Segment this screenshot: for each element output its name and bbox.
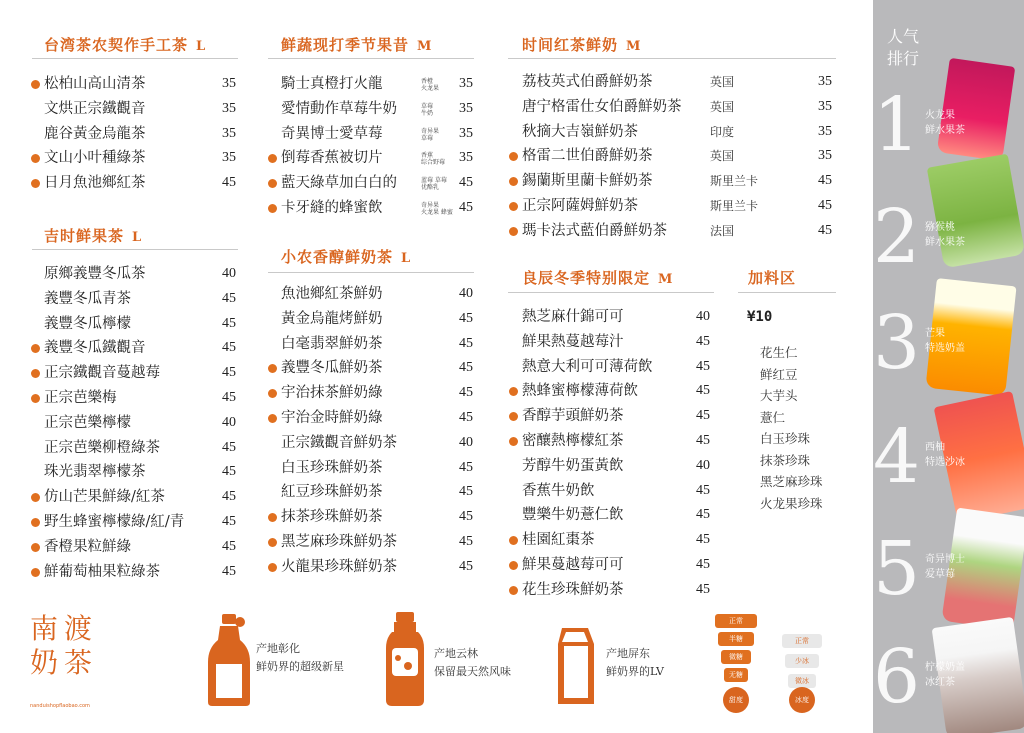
menu-item-price: 45 — [222, 340, 236, 356]
menu-item-price: 35 — [459, 125, 473, 141]
toppings-price: ¥10 — [747, 309, 773, 325]
menu-item-price: 40 — [222, 266, 236, 281]
menu-item-price: 45 — [696, 556, 710, 572]
section-title-liangchen: 良辰冬季特别限定 M — [522, 269, 674, 287]
menu-item — [281, 72, 473, 97]
rank-drink-name: 奇异博士 爱草莓 — [925, 554, 965, 580]
menu-list-shijian — [522, 70, 832, 244]
menu-item-ingredients: 香橙 火龙果 — [421, 78, 440, 92]
menu-item — [281, 356, 473, 381]
menu-list-jishi — [44, 262, 236, 584]
menu-item-name: 密釀熱檸檬紅茶 — [522, 432, 624, 449]
rank-number: 4 — [873, 414, 921, 500]
recommended-icon — [268, 414, 277, 423]
section-title-shijian: 时间红茶鲜奶 M — [522, 36, 642, 54]
recommended-icon — [509, 202, 518, 211]
menu-item-price: 45 — [222, 464, 236, 480]
menu-item-ingredients: 蓝莓 草莓 优酪乳 — [421, 177, 447, 192]
menu-item — [44, 287, 236, 312]
menu-item-price: 45 — [459, 509, 473, 525]
sugar-level: 微糖 — [721, 650, 751, 664]
menu-item — [522, 95, 832, 120]
menu-item-price: 35 — [459, 76, 473, 91]
menu-item — [522, 305, 710, 330]
topping-item: 抹茶珍珠 — [760, 452, 811, 468]
menu-item-price: 40 — [696, 457, 710, 473]
menu-item — [281, 456, 473, 481]
menu-item — [522, 479, 710, 504]
menu-item-name: 錫蘭斯里蘭卡鮮奶茶 — [522, 173, 653, 190]
menu-item — [281, 381, 473, 406]
recommended-icon — [509, 177, 518, 186]
menu-item — [522, 429, 710, 454]
topping-item: 花生仁 — [760, 345, 798, 360]
recommended-icon — [31, 568, 40, 577]
menu-item-price: 45 — [459, 558, 473, 574]
menu-item-name: 唐宁格雷仕女伯爵鮮奶茶 — [522, 98, 682, 115]
menu-item-ingredients: 奇异果 草莓 — [421, 127, 440, 142]
menu-item-name: 白毫翡翠鮮奶茶 — [281, 335, 383, 352]
menu-item — [522, 503, 710, 528]
menu-item-name: 宇治金時鮮奶綠 — [281, 409, 383, 426]
menu-item-name: 野生蜂蜜檸檬綠/紅/青 — [44, 513, 185, 530]
menu-item-name: 騎士真橙打火龍 — [281, 76, 383, 92]
menu-item-name: 正宗鐵觀音鮮奶茶 — [281, 434, 397, 451]
recommended-icon — [31, 518, 40, 527]
divider — [32, 249, 238, 250]
recommended-icon — [31, 543, 40, 552]
menu-item-price: 35 — [818, 123, 832, 139]
menu-item-price: 45 — [696, 333, 710, 349]
section-title-fresh: 鲜蔬现打季节果昔 M — [281, 36, 433, 54]
menu-item-name: 正宗芭樂檸檬 — [44, 414, 131, 431]
topping-item: 白玉珍珠 — [760, 431, 811, 446]
menu-item-price: 35 — [222, 150, 236, 166]
menu-item-price: 45 — [459, 335, 473, 351]
menu-item-name: 義豐冬瓜檸檬 — [44, 315, 131, 332]
recommended-icon — [268, 513, 277, 522]
menu-item-price: 45 — [459, 175, 473, 191]
menu-item-name: 義豐冬瓜鐵觀音 — [44, 340, 146, 357]
menu-item-name: 熱蜂蜜檸檬薄荷飲 — [522, 383, 638, 400]
menu-item-name: 魚池鄉紅茶鮮奶 — [281, 286, 383, 302]
recommended-icon — [31, 344, 40, 353]
menu-item-name: 桂園紅棗茶 — [522, 532, 595, 549]
menu-item — [522, 379, 710, 404]
menu-item-price: 35 — [222, 100, 236, 116]
menu-item-ingredients: 香蕉 综合野莓 — [421, 152, 446, 167]
milk-origin-3: 产地屏东 鲜奶界的LV — [606, 647, 664, 678]
menu-item-origin: 英国 — [710, 149, 735, 164]
rank-number: 5 — [873, 526, 921, 612]
menu-item — [44, 560, 236, 585]
menu-item — [522, 454, 710, 479]
menu-item-name: 格雷二世伯爵鮮奶茶 — [522, 148, 653, 165]
menu-item-price: 35 — [459, 150, 473, 166]
divider — [268, 58, 474, 59]
topping-item: 鲜红豆 — [760, 366, 798, 382]
recommended-icon — [509, 586, 518, 595]
menu-list-xiaonong — [281, 282, 473, 580]
ranking-title: 人气排行 — [886, 27, 919, 68]
menu-item — [281, 480, 473, 505]
menu-item-name: 倒莓香蕉被切片 — [281, 150, 383, 167]
rank-number: 3 — [873, 300, 921, 386]
menu-item — [522, 120, 832, 145]
recommended-icon — [509, 227, 518, 236]
menu-item-price: 45 — [818, 173, 832, 189]
menu-list-fresh — [281, 72, 473, 221]
menu-item — [44, 535, 236, 560]
rank-drink-name: 芒果 特选奶盖 — [925, 328, 965, 354]
recommended-icon — [509, 387, 518, 396]
rank-number: 6 — [873, 634, 921, 720]
menu-item-name: 熱意大利可可薄荷飲 — [522, 358, 653, 375]
menu-item — [522, 144, 832, 169]
section-title-xiaonong: 小农香醇鲜奶茶 L — [281, 248, 412, 266]
menu-item-price: 45 — [222, 290, 236, 306]
menu-item-name: 愛情動作草莓牛奶 — [281, 100, 397, 117]
divider — [508, 58, 836, 59]
menu-item-name: 文山小叶種綠茶 — [44, 150, 146, 167]
menu-item-price: 40 — [459, 286, 473, 301]
recommended-icon — [268, 204, 277, 213]
brand-url: nanduishopflaobao.com — [30, 703, 90, 709]
menu-item-price: 35 — [222, 125, 236, 141]
menu-item — [44, 146, 236, 171]
topping-item: 火龙果珍珠 — [760, 495, 823, 511]
menu-item — [281, 196, 473, 221]
milk-bottle-icon — [206, 612, 252, 708]
menu-item-name: 義豐冬瓜鮮奶茶 — [281, 360, 383, 377]
menu-item-price: 40 — [696, 309, 710, 324]
menu-item-price: 45 — [222, 439, 236, 455]
topping-item: 薏仁 — [760, 409, 786, 425]
menu-item-origin: 斯里兰卡 — [710, 174, 759, 189]
popular-ranking-panel — [873, 0, 1024, 733]
menu-item-name: 瑪卡法式藍伯爵鮮奶茶 — [522, 222, 667, 239]
divider — [32, 58, 238, 59]
menu-item-price: 45 — [459, 385, 473, 401]
sugar-level: 正常 — [715, 614, 757, 628]
menu-item — [44, 97, 236, 122]
rank-drink-name: 西柚 特选沙冰 — [925, 442, 965, 468]
rank-drink-name: 火龙果 鲜水果茶 — [925, 110, 965, 136]
menu-item-name: 卡牙縫的蜂蜜飲 — [281, 199, 383, 216]
menu-item-name: 文烘正宗鐵觀音 — [44, 100, 146, 117]
menu-item — [522, 194, 832, 219]
menu-item-price: 45 — [222, 489, 236, 505]
sugar-level: 半糖 — [718, 632, 754, 646]
recommended-icon — [268, 179, 277, 188]
menu-item-name: 日月魚池鄉紅茶 — [44, 175, 146, 192]
menu-item-name: 松柏山高山清茶 — [44, 76, 146, 92]
menu-item-name: 藍天綠草加白白的 — [281, 175, 397, 192]
menu-item-price: 45 — [459, 409, 473, 425]
menu-item-origin: 英国 — [710, 75, 735, 89]
sugar-badge: 甜度 — [723, 687, 749, 713]
drink-image-2 — [927, 154, 1024, 269]
recommended-icon — [31, 369, 40, 378]
menu-item-price: 35 — [818, 148, 832, 164]
menu-item-price: 35 — [818, 98, 832, 114]
menu-item-price: 40 — [459, 434, 473, 450]
menu-item-name: 抹茶珍珠鮮奶茶 — [281, 509, 383, 526]
menu-item-name: 正宗鐵觀音蔓越莓 — [44, 365, 160, 382]
menu-item-price: 45 — [459, 310, 473, 326]
divider — [508, 292, 714, 293]
menu-item-price: 45 — [459, 484, 473, 500]
brand-logo — [30, 612, 100, 680]
menu-item-price: 45 — [818, 222, 832, 238]
menu-item-name: 紅豆珍珠鮮奶茶 — [281, 484, 383, 501]
menu-item-price: 45 — [696, 507, 710, 523]
menu-item — [522, 70, 832, 95]
ice-level: 正常 — [782, 634, 822, 648]
divider — [268, 272, 474, 273]
menu-item — [44, 460, 236, 485]
brand-name-line2: 奶茶 — [30, 646, 99, 679]
menu-item-name: 鹿谷黃金烏龍茶 — [44, 125, 146, 142]
recommended-icon — [268, 538, 277, 547]
menu-item-name: 秋摘大吉嶺鮮奶茶 — [522, 123, 638, 140]
menu-item-name: 正宗芭樂柳橙綠茶 — [44, 439, 160, 456]
menu-item — [44, 386, 236, 411]
sugar-level: 无糖 — [724, 668, 748, 682]
menu-item-price: 45 — [222, 365, 236, 381]
menu-item-ingredients: 草莓 牛奶 — [421, 102, 434, 117]
menu-item-price: 45 — [696, 408, 710, 424]
menu-item — [281, 171, 473, 196]
recommended-icon — [268, 154, 277, 163]
section-title-toppings: 加料区 — [748, 269, 797, 287]
recommended-icon — [268, 389, 277, 398]
menu-item — [281, 307, 473, 332]
recommended-icon — [509, 152, 518, 161]
ice-level: 少冰 — [785, 654, 819, 668]
menu-item — [522, 330, 710, 355]
menu-item-price: 45 — [696, 383, 710, 399]
menu-item — [281, 555, 473, 580]
menu-item-name: 宇治抹茶鮮奶綠 — [281, 385, 383, 402]
topping-item: 黑芝麻珍珠 — [760, 474, 823, 489]
menu-item-name: 鮮果熱蔓越莓汁 — [522, 333, 624, 350]
menu-item-name: 正宗阿薩姆鮮奶茶 — [522, 197, 638, 214]
divider — [738, 292, 836, 293]
rank-number: 2 — [873, 194, 921, 280]
menu-item-price: 45 — [459, 459, 473, 475]
rank-drink-name: 猕猴桃 鲜水果茶 — [925, 222, 965, 248]
menu-item — [44, 436, 236, 461]
ice-badge: 冰度 — [789, 687, 815, 713]
menu-item — [44, 411, 236, 436]
menu-item-name: 芳醇牛奶蛋黃飲 — [522, 457, 624, 474]
menu-item-price: 45 — [222, 175, 236, 191]
menu-item-price: 45 — [222, 513, 236, 529]
menu-item-name: 奇異博士愛草莓 — [281, 125, 383, 142]
menu-item — [44, 485, 236, 510]
menu-item — [522, 169, 832, 194]
menu-item — [281, 122, 473, 147]
milk-origin-2: 产地云林 保留最天然风味 — [434, 647, 511, 678]
recommended-icon — [31, 394, 40, 403]
recommended-icon — [268, 563, 277, 572]
menu-item-name: 仿山芒果鮮綠/紅茶 — [44, 489, 165, 506]
menu-list-liangchen — [522, 305, 710, 603]
menu-item — [44, 72, 236, 97]
recommended-icon — [31, 80, 40, 89]
menu-item — [44, 262, 236, 287]
menu-item — [281, 282, 473, 307]
recommended-icon — [509, 437, 518, 446]
menu-item-price: 45 — [459, 199, 473, 215]
menu-item-name: 花生珍珠鮮奶茶 — [522, 581, 624, 598]
menu-item-price: 45 — [696, 581, 710, 597]
menu-item — [281, 97, 473, 122]
menu-item-price: 45 — [222, 315, 236, 331]
menu-item — [281, 431, 473, 456]
menu-item-name: 鮮葡萄柚果粒綠茶 — [44, 563, 160, 580]
menu-item-price: 45 — [696, 532, 710, 548]
menu-item-price: 45 — [459, 360, 473, 376]
menu-item — [522, 404, 710, 429]
menu-item — [522, 219, 832, 244]
recommended-icon — [509, 412, 518, 421]
topping-item: 大芋头 — [760, 388, 798, 403]
menu-item-price: 45 — [222, 389, 236, 405]
menu-item-price: 45 — [696, 482, 710, 498]
menu-item-name: 熱芝麻什錦可可 — [522, 309, 624, 325]
menu-item — [44, 361, 236, 386]
menu-item — [44, 171, 236, 196]
menu-item — [44, 510, 236, 535]
menu-item-price: 45 — [459, 533, 473, 549]
menu-item — [281, 505, 473, 530]
section-title-jishi: 吉时鲜果茶 L — [44, 227, 143, 245]
menu-item-price: 35 — [818, 74, 832, 89]
menu-item-price: 35 — [222, 76, 236, 91]
menu-item-name: 黑芝麻珍珠鮮奶茶 — [281, 533, 397, 550]
menu-item-name: 白玉珍珠鮮奶茶 — [281, 459, 383, 476]
menu-item — [522, 528, 710, 553]
menu-item — [522, 355, 710, 380]
recommended-icon — [31, 493, 40, 502]
menu-item-price: 45 — [696, 432, 710, 448]
milk-origin-1: 产地彰化 鲜奶界的超级新星 — [256, 642, 344, 673]
menu-item — [522, 578, 710, 603]
menu-item-price: 45 — [222, 563, 236, 579]
menu-item-origin: 印度 — [710, 124, 735, 139]
menu-item — [44, 336, 236, 361]
ice-level: 微冰 — [788, 674, 816, 688]
menu-item-name: 香橙果粒鮮綠 — [44, 538, 131, 555]
menu-item — [44, 312, 236, 337]
rank-number: 1 — [873, 82, 921, 168]
brand-name-line1: 南渡 — [30, 612, 99, 645]
menu-item-name: 荔枝英式伯爵鮮奶茶 — [522, 74, 653, 90]
menu-item-price: 35 — [459, 100, 473, 116]
recommended-icon — [31, 179, 40, 188]
section-title-taiwan: 台湾茶农契作手工茶 L — [44, 36, 207, 54]
milk-carton-icon — [556, 626, 598, 706]
milk-jar-icon — [384, 612, 426, 708]
toppings-list — [760, 342, 823, 514]
menu-item-origin: 斯里兰卡 — [710, 198, 759, 213]
menu-item-origin: 法国 — [710, 223, 735, 238]
recommended-icon — [268, 364, 277, 373]
menu-item-name: 鮮果蔓越莓可可 — [522, 556, 624, 573]
menu-item — [281, 530, 473, 555]
menu-item-price: 45 — [696, 358, 710, 374]
recommended-icon — [509, 561, 518, 570]
menu-item-name: 正宗芭樂梅 — [44, 389, 117, 406]
rank-drink-name: 柠檬奶盖 冰红茶 — [925, 662, 965, 688]
menu-item-price: 45 — [818, 197, 832, 213]
menu-item — [281, 146, 473, 171]
menu-item-origin: 英国 — [710, 99, 735, 114]
menu-item-name: 義豐冬瓜青茶 — [44, 290, 131, 307]
menu-item — [44, 122, 236, 147]
menu-item — [281, 332, 473, 357]
menu-item-name: 豐樂牛奶薏仁飲 — [522, 507, 624, 524]
menu-item-name: 香蕉牛奶飲 — [522, 482, 595, 499]
menu-item-name: 香醇芋頭鮮奶茶 — [522, 408, 624, 425]
menu-item-ingredients: 奇异果 火龙果 蜂蜜 — [421, 201, 453, 216]
menu-item — [281, 406, 473, 431]
menu-item-name: 珠光翡翠檸檬茶 — [44, 464, 146, 481]
menu-item-price: 45 — [222, 538, 236, 554]
menu-item-name: 黃金烏龍烤鮮奶 — [281, 310, 383, 327]
menu-item-name: 火龍果珍珠鮮奶茶 — [281, 558, 397, 575]
menu-item — [522, 553, 710, 578]
menu-item-price: 40 — [222, 414, 236, 430]
recommended-icon — [31, 154, 40, 163]
menu-item-name: 原鄉義豐冬瓜茶 — [44, 266, 146, 282]
recommended-icon — [509, 536, 518, 545]
menu-list-taiwan — [44, 72, 236, 196]
